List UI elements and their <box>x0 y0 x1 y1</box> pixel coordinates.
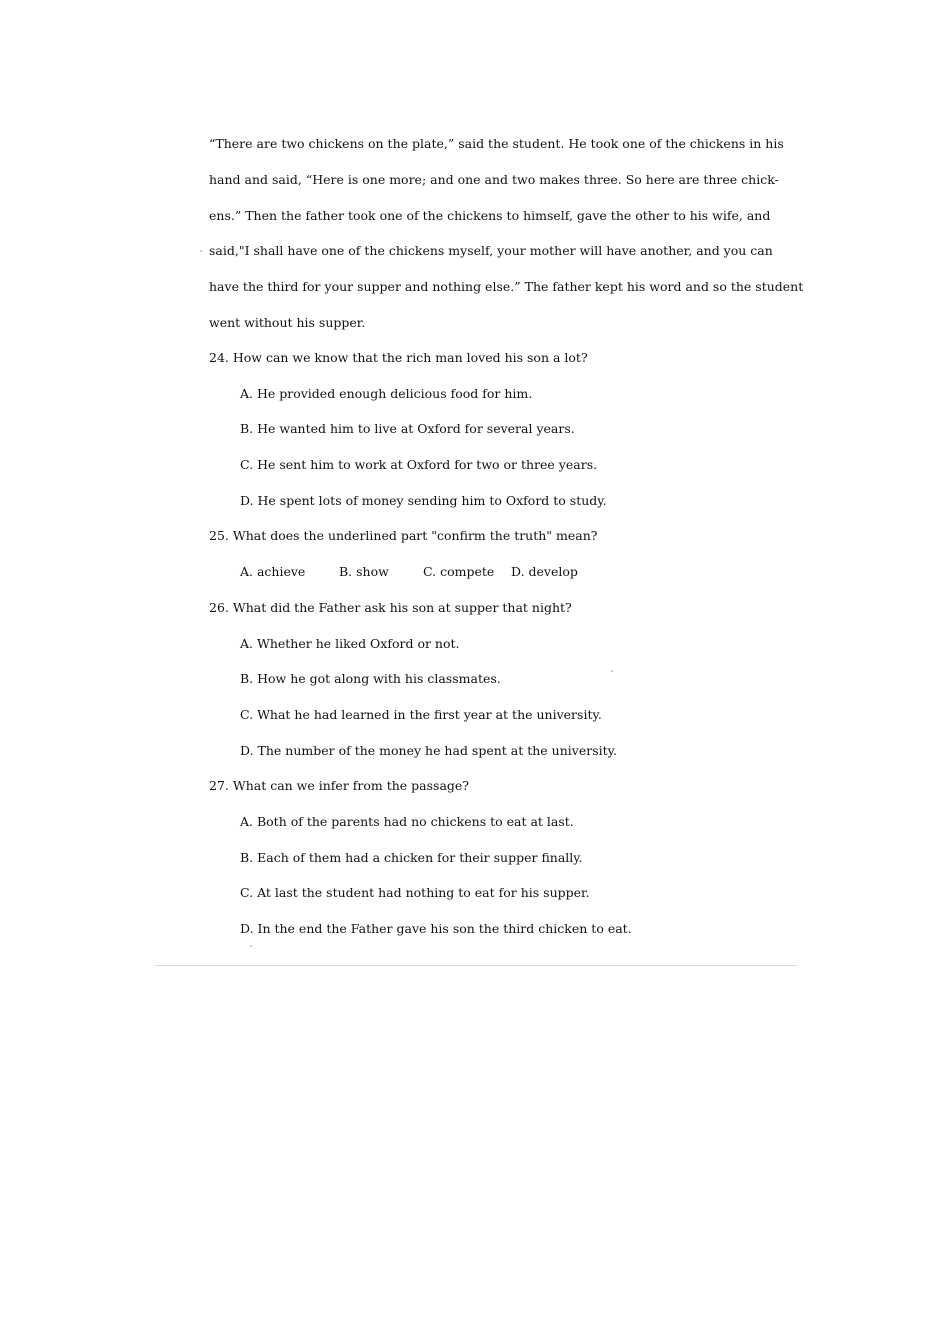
question-25 <box>209 523 769 594</box>
passage-line: said,"I shall have one of the chickens myself, your mother will have another, and you can <box>209 243 773 259</box>
question-26 <box>209 595 769 773</box>
question-stem: 24. How can we know that the rich man loved his son a lot? <box>209 350 588 365</box>
answer-option: B. How he got along with his classmates. <box>240 671 501 687</box>
scan-speck <box>200 250 202 252</box>
answer-option: B. show <box>339 564 389 580</box>
question-stem: 26. What did the Father ask his son at supper that night? <box>209 599 572 615</box>
answer-option: D. He spent lots of money sending him to Oxford to study. <box>240 492 607 508</box>
answer-option: C. What he had learned in the first year at the university. <box>240 706 602 722</box>
answer-option: D. The number of the money he had spent at the university. <box>240 742 618 758</box>
answer-option: C. compete <box>423 564 495 580</box>
answer-option: B. Each of them had a chicken for their supper finally. <box>240 849 583 865</box>
answer-option: B. He wanted him to live at Oxford for several years. <box>240 421 575 437</box>
reading-passage <box>209 131 804 346</box>
answer-option: A. Whether he liked Oxford or not. <box>240 635 460 651</box>
answer-option: C. He sent him to work at Oxford for two or three years. <box>240 457 598 473</box>
passage-line: went without his supper. <box>209 314 366 330</box>
question-stem: 25. What does the underlined part "confirm the truth" mean? <box>209 528 598 544</box>
passage-line: ens.” Then the father took one of the chickens to himself, gave the other to his wife, and <box>209 207 771 223</box>
scan-speck <box>611 670 613 672</box>
answer-option: A. Both of the parents had no chickens to eat at last. <box>240 813 574 829</box>
question-24 <box>209 345 769 523</box>
answer-option: A. achieve <box>240 564 306 580</box>
passage-line: have the third for your supper and nothing else.” The father kept his word and so the student <box>209 279 804 295</box>
answer-option-row <box>209 559 769 595</box>
passage-line: “There are two chickens on the plate,” said the student. He took one of the chickens in his <box>209 136 784 151</box>
question-stem: 27. What can we infer from the passage? <box>209 778 470 794</box>
scan-speck <box>250 945 252 947</box>
question-list <box>209 345 769 952</box>
answer-option: D. develop <box>511 564 578 580</box>
page-divider <box>155 965 797 966</box>
answer-option: C. At last the student had nothing to eat for his supper. <box>240 885 590 901</box>
passage-line: hand and said, “Here is one more; and one and two makes three. So here are three chick- <box>209 171 779 187</box>
answer-option: D. In the end the Father gave his son the third chicken to eat. <box>240 921 632 936</box>
question-27 <box>209 773 769 951</box>
answer-option: A. He provided enough delicious food for him. <box>240 385 533 401</box>
